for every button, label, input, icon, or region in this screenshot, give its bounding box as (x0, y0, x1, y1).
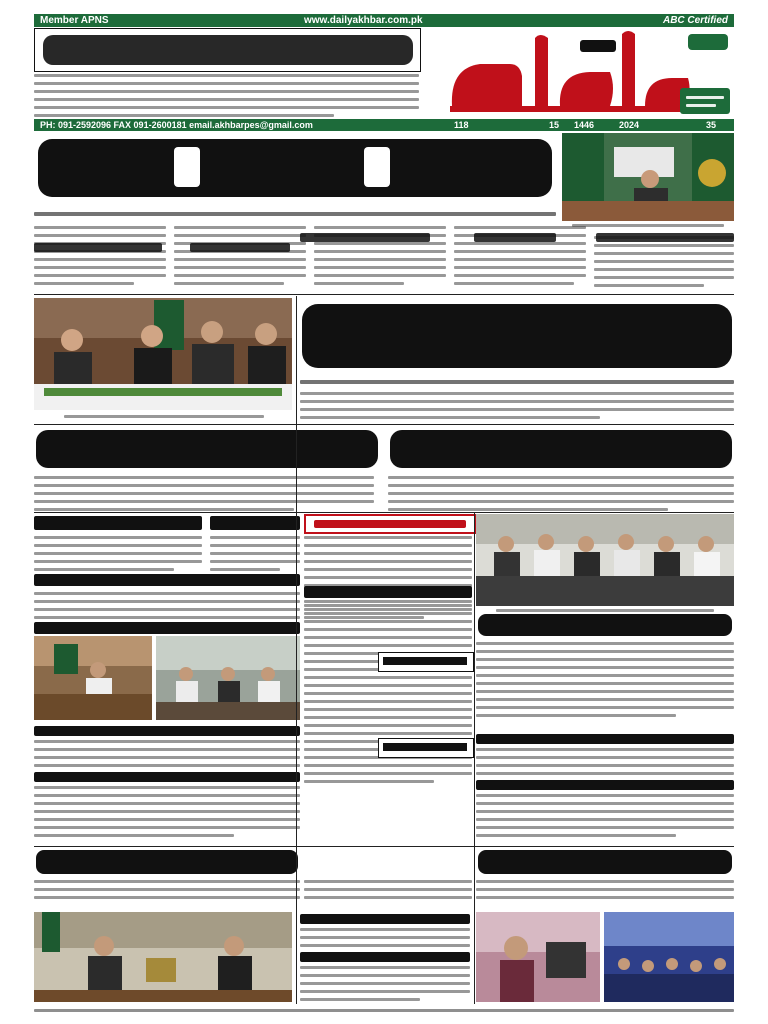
section-rule-2 (34, 424, 734, 425)
boxed-brief-1 (378, 652, 474, 672)
issue-number: 118 (454, 120, 469, 130)
top-banner (34, 14, 734, 27)
second-headline-deck (300, 378, 734, 386)
second-headline (300, 298, 734, 376)
subhead-bar-5 (596, 233, 734, 242)
volume-number: 35 (706, 120, 717, 130)
year: 2024 (619, 120, 640, 130)
officials-meeting-photo (34, 298, 292, 410)
subhead-bar-3 (300, 233, 430, 242)
third-row-text (34, 474, 734, 514)
editor-badge (680, 88, 730, 114)
column-rule-2 (474, 512, 475, 1004)
subhead-bar-1 (34, 243, 162, 252)
left-lower-text (34, 724, 300, 844)
main-headline-deck (34, 208, 556, 220)
office-photo-right (156, 636, 300, 720)
cabinet-meeting-photo (476, 514, 734, 606)
top-left-summary (34, 72, 419, 120)
center-subheadline (304, 586, 472, 598)
subhead-bar-4 (474, 233, 556, 242)
boxed-brief-2 (378, 738, 474, 758)
photo-caption-2 (34, 413, 292, 421)
section-rule-3 (34, 512, 734, 513)
brief-head-3 (34, 574, 300, 586)
contact-bar (34, 119, 734, 131)
right-column-text (476, 640, 734, 730)
section-rule-4 (34, 846, 734, 847)
day-number: 15 (549, 120, 560, 130)
brief-head-1 (34, 516, 202, 530)
bottom-right-photo-2 (604, 912, 734, 1002)
red-boxed-story (304, 514, 476, 534)
third-headline-right (388, 426, 734, 472)
office-photo-left (34, 636, 152, 720)
footer-strip (34, 1006, 734, 1016)
right-lower-text (476, 732, 734, 844)
main-headline (34, 133, 556, 205)
brief-head-2 (210, 516, 300, 530)
top-left-headline-box (34, 28, 421, 72)
website-link[interactable]: www.dailyakhbar.com.pk (304, 15, 423, 26)
bottom-center-text (300, 912, 470, 1004)
bottom-right-photo-1 (476, 912, 600, 1002)
second-story-text (300, 390, 734, 420)
third-headline-left (34, 426, 380, 472)
lower-row-text (34, 878, 734, 908)
right-column-headline (476, 612, 734, 638)
section-rule-1 (34, 294, 734, 295)
member-label: Member APNS (40, 15, 109, 26)
lower-headline-left (34, 848, 300, 876)
contact-line: PH: 091-2592096 FAX 091-2600181 email.akhbarpes@gmail.com (40, 120, 313, 130)
lower-headline-right (476, 848, 734, 876)
subhead-bar-2 (190, 243, 290, 252)
center-lower-text (304, 602, 472, 792)
certified-label: ABC Certified (662, 15, 728, 26)
left-subheadline (34, 622, 300, 634)
bottom-left-photo (34, 912, 292, 1002)
hijri-year: 1446 (574, 120, 595, 130)
newspaper-logo (440, 28, 734, 118)
press-conference-photo (562, 133, 734, 221)
column-rule-1 (296, 296, 297, 1004)
